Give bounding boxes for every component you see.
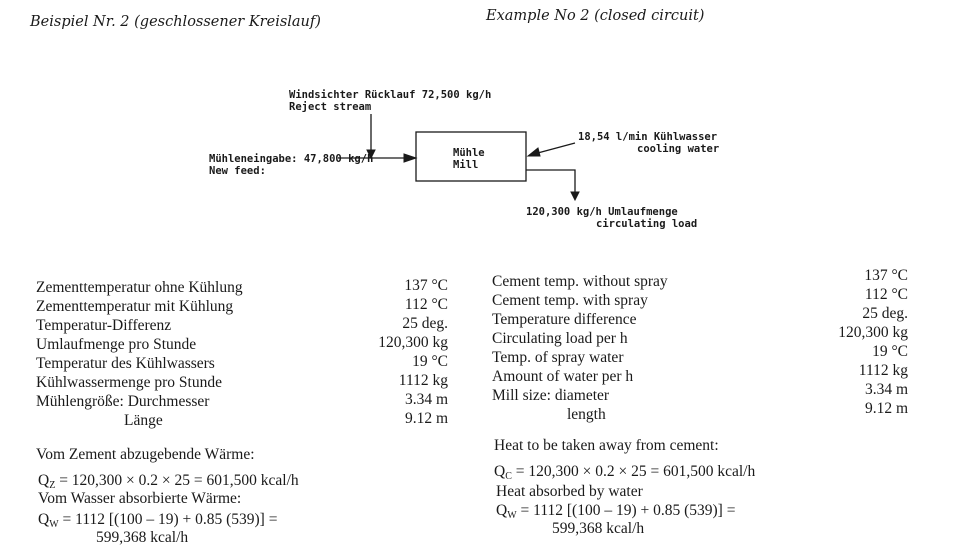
qw-equation-de [38, 511, 277, 530]
value-de: 137 °C [404, 277, 448, 294]
heat-from-cement-heading-en: Heat to be taken away from cement: [494, 437, 719, 454]
label-de: Zementtemperatur mit Kühlung [36, 298, 234, 315]
label-en: Amount of water per h [492, 368, 634, 385]
label-en: Temperature difference [492, 311, 637, 328]
reject-stream-label-de: Windsichter Rücklauf 72,500 kg/h [289, 89, 492, 101]
reject-stream-label-en: Reject stream [289, 101, 372, 113]
value-en: 25 deg. [862, 305, 908, 322]
label-en: Temp. of spray water [492, 349, 624, 366]
circulating-outlet-line [526, 170, 575, 196]
value-de: 3.34 m [404, 391, 448, 408]
qw-equation-en [496, 502, 735, 521]
qw-expression-de: = 1112 [(100 – 19) + 0.85 (539)] = [62, 511, 278, 528]
value-de: 19 °C [412, 353, 448, 370]
label-en: Mill size: diameter [492, 387, 610, 404]
qw-expression-en: = 1112 [(100 – 19) + 0.85 (539)] = [520, 502, 736, 519]
title-german: Beispiel Nr. 2 (geschlossener Kreislauf) [30, 14, 321, 30]
qz-expression: = 120,300 × 0.2 × 25 = 601,500 kcal/h [59, 472, 299, 489]
value-de: 1112 kg [398, 372, 448, 389]
value-de: 112 °C [404, 296, 448, 313]
qz-equation [38, 472, 299, 491]
value-en: 120,300 kg [838, 324, 908, 341]
label-de: Umlaufmenge pro Stunde [36, 336, 197, 353]
qw-subscript-en: W [507, 510, 517, 521]
heat-absorbed-heading-en: Heat absorbed by water [496, 483, 643, 500]
label-en: length [567, 406, 606, 423]
heat-absorbed-heading-de: Vom Wasser absorbierte Wärme: [38, 490, 242, 507]
qz-symbol: Q [38, 472, 50, 489]
label-en: Circulating load per h [492, 330, 628, 347]
feed-arrowhead [404, 154, 416, 162]
qc-symbol: Q [494, 463, 506, 480]
circulating-load-label-en: circulating load [596, 218, 698, 230]
label-de: Zementtemperatur ohne Kühlung [36, 279, 243, 296]
qw-subscript-de: W [49, 519, 59, 530]
feed-label-de: Mühleneingabe: 47,800 kg/h [209, 153, 374, 165]
value-en: 19 °C [872, 343, 908, 360]
value-de: 120,300 kg [378, 334, 448, 351]
cooling-water-line [534, 143, 575, 154]
mill-label-de: Mühle [453, 147, 485, 159]
label-de: Temperatur des Kühlwassers [36, 355, 215, 372]
feed-label-en: New feed: [209, 165, 266, 177]
qw-result-de: 599,368 kcal/h [96, 529, 189, 546]
label-de: Mühlengröße: Durchmesser [36, 393, 210, 410]
value-en: 112 °C [864, 286, 908, 303]
english-parameter-values [790, 266, 908, 418]
cooling-water-label-en: cooling water [637, 143, 720, 155]
german-parameter-labels [36, 278, 366, 430]
value-de: 9.12 m [404, 410, 448, 427]
cooling-arrowhead [528, 148, 540, 156]
value-en: 1112 kg [858, 362, 908, 379]
label-de: Temperatur-Differenz [36, 317, 172, 334]
english-parameter-labels [492, 272, 792, 424]
title-english: Example No 2 (closed circuit) [486, 8, 705, 24]
label-en: Cement temp. with spray [492, 292, 648, 309]
value-en: 137 °C [864, 267, 908, 284]
qc-expression: = 120,300 × 0.2 × 25 = 601,500 kcal/h [515, 463, 756, 480]
qw-result-en: 599,368 kcal/h [552, 520, 645, 537]
qc-equation [494, 463, 755, 482]
value-en: 3.34 m [864, 381, 908, 398]
heat-from-cement-heading-de: Vom Zement abzugebende Wärme: [36, 446, 255, 463]
label-en: Cement temp. without spray [492, 273, 668, 290]
cooling-water-label-de: 18,54 l/min Kühlwasser [578, 131, 718, 143]
value-en: 9.12 m [864, 400, 908, 417]
outlet-arrowhead [571, 192, 579, 200]
qz-subscript: Z [49, 480, 56, 491]
mill-label-en: Mill [453, 159, 479, 171]
value-de: 25 deg. [402, 315, 448, 332]
label-de: Kühlwassermenge pro Stunde [36, 374, 222, 391]
label-de: Länge [124, 412, 163, 429]
qc-subscript: C [505, 471, 512, 482]
german-parameter-values [340, 276, 448, 428]
qw-symbol-de: Q [38, 511, 50, 528]
qw-symbol-en: Q [496, 502, 508, 519]
circulating-load-label-de: 120,300 kg/h Umlaufmenge [526, 206, 678, 218]
